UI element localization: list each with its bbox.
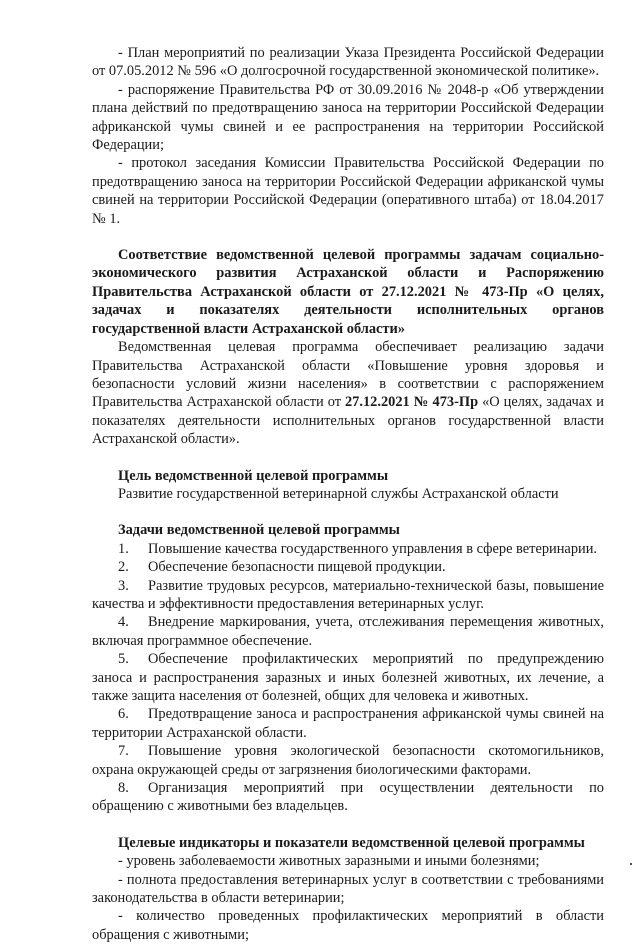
- list-item: 8. Организация мероприятий при осуществлении деятельности по обращению с животными без владельцев.: [92, 780, 604, 815]
- goal-text: Развитие государственной ветеринарной службы Астраханской области: [118, 485, 559, 502]
- scan-speck: [630, 863, 632, 865]
- intro-paragraph-3: - протокол заседания Комиссии Правительства Российской Федерации по предотвращению заноса на территории Российской Федерации африканской чумы свиней на территории Российской Федерации (оперативного штаба) от 18.04.2017 № 1.: [92, 155, 604, 227]
- list-item: 6. Предотвращение заноса и распространения африканской чумы свиней на территории Астраханской области.: [92, 706, 604, 741]
- compliance-paragraph: [92, 338, 604, 448]
- list-item: - количество проведенных профилактических мероприятий в области обращения с животными;: [92, 908, 604, 943]
- list-item: - уровень заболеваемости животных заразными и иными болезнями;: [118, 853, 540, 870]
- list-item: - полнота предоставления ветеринарных услуг в соответствии с требованиями законодательства в области ветеринарии;: [92, 871, 604, 907]
- list-item: 2. Обеспечение безопасности пищевой продукции.: [118, 559, 446, 576]
- tasks-list: [92, 540, 604, 816]
- compliance-body-start: Ведомственная целевая программа обеспечивает реализацию задачи Правительства Астраханской области «Повышение уровня здоровья и безопасности условий жизни населения» в соответствии с распоряжением Правительства Астраханской области от: [92, 339, 604, 411]
- goal-heading: Цель ведомственной целевой программы: [118, 467, 389, 484]
- list-item: 4. Внедрение маркирования, учета, отслеживания перемещения животных, включая программное обеспечение.: [92, 614, 604, 649]
- list-item: 3. Развитие трудовых ресурсов, материально-технической базы, повышение качества и эффективности предоставления ветеринарных услуг.: [92, 577, 604, 612]
- intro-paragraph-1: - План мероприятий по реализации Указа Президента Российской Федерации от 07.05.2012 № 596 «О долгосрочной государственной экономической политике».: [92, 45, 604, 80]
- indicators-list: [92, 852, 604, 944]
- list-item: 7. Повышение уровня экологической безопасности скотомогильников, охрана окружающей среды от загрязнения биологическими факторами.: [92, 743, 604, 778]
- compliance-body-bold: 27.12.2021 № 473-Пр: [344, 394, 479, 411]
- compliance-heading: Соответствие ведомственной целевой программы задачам социально-экономического развития Астраханской области и Распоряжению Правительства Астраханской области от 27.12.2021 № 473-Пр «О целях, задачах и показателях деятельности исполнительных органов государственной власти Астраханской области»: [92, 247, 604, 337]
- indicators-heading: Целевые индикаторы и показатели ведомственной целевой программы: [118, 834, 585, 851]
- list-item: 1. Повышение качества государственного управления в сфере ветеринарии.: [118, 540, 598, 557]
- compliance-body-end: «О целях, задачах и показателях деятельности исполнительных органов государственной власти Астраханской области».: [92, 394, 604, 448]
- tasks-heading: Задачи ведомственной целевой программы: [118, 522, 400, 539]
- intro-paragraph-2: - распоряжение Правительства РФ от 30.09.2016 № 2048-р «Об утверждении плана действий по предотвращению заноса на территории Российской Федерации африканской чумы свиней и ее распространения на территории Российской Федерации;: [92, 81, 604, 154]
- list-item: 5. Обеспечение профилактических мероприятий по предупреждению заноса и распространения заразных и иных болезней животных, их лечение, а также защита населения от болезней, общих для человека и животных.: [92, 651, 604, 704]
